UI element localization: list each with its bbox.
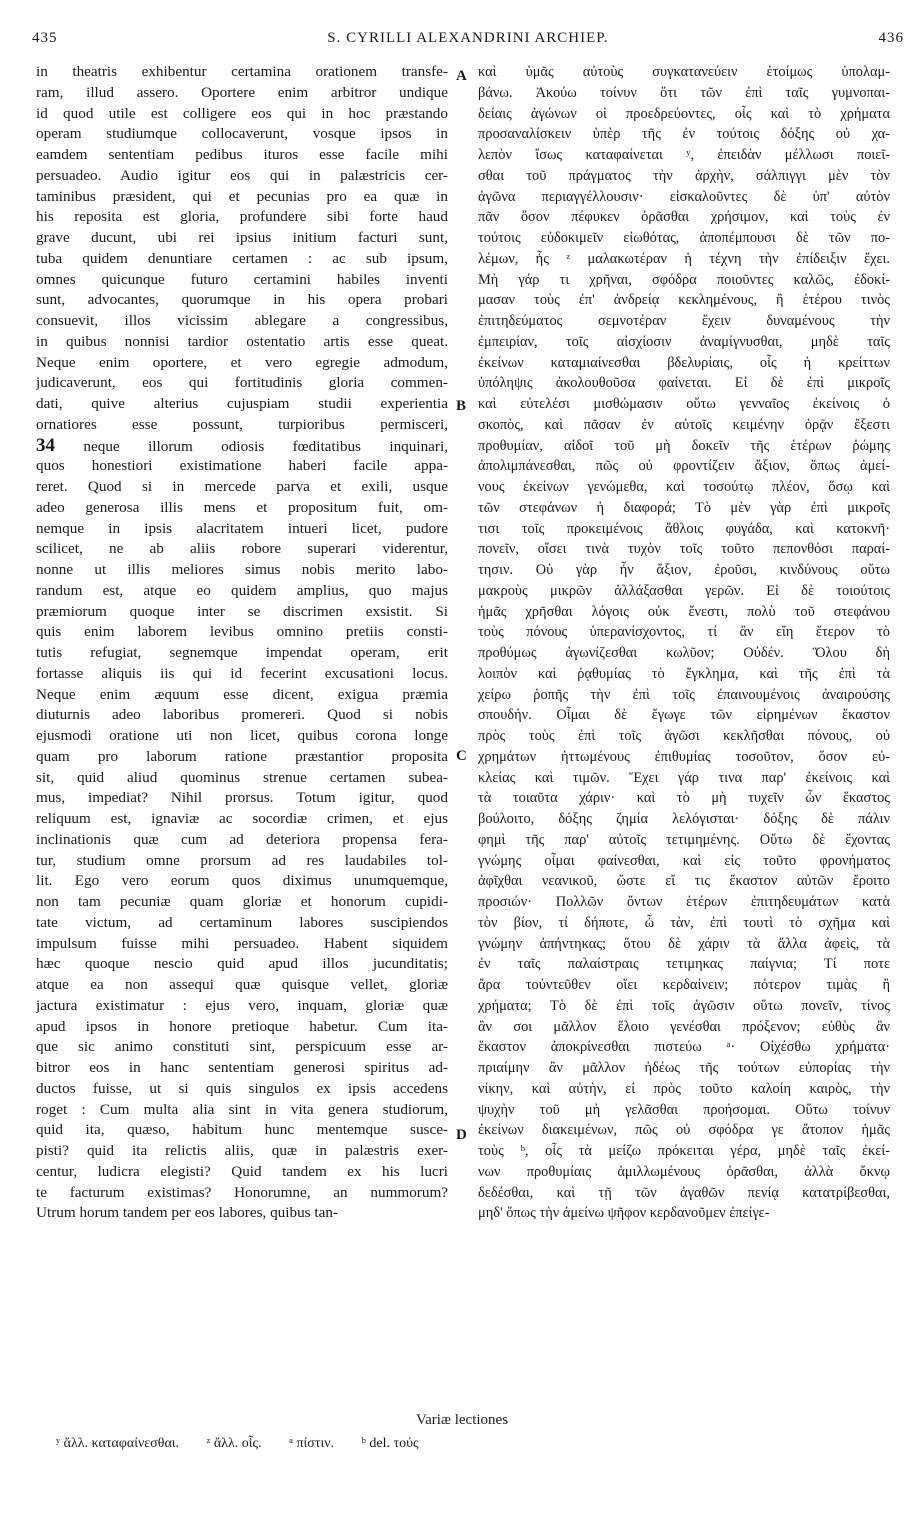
variant-note: ᶻ ἄλλ. οἷς. <box>206 1436 262 1451</box>
greek-text-line: μασαν τοὺς ἐπ' ἀνδρείᾳ κεκλημένους, ἢ ἑτέρου τινὸς <box>478 292 890 309</box>
latin-text-line: reret. Quod si in mercede parva et exili, usque <box>36 478 448 495</box>
greek-text-line: γνώμης οἶμαι φαίνεσθαι, καὶ εἰς τοῦτο φρονήματος <box>478 852 890 869</box>
running-header <box>32 30 904 54</box>
latin-text-line: persuadeo. Audio igitur eos qui in palæstricis cer- <box>36 166 448 184</box>
latin-text-line: his reposita est gloria, profundere sibi forte haud <box>36 208 448 226</box>
latin-text-line: inclinationis quæ cum ad deteriora propensa fera- <box>36 830 448 848</box>
latin-text-line: quam pro laborum ratione præstantior proposita <box>36 747 448 765</box>
margin-letter-b: B <box>456 398 467 414</box>
latin-text-line: lit. Ego vero eorum quos diximus unumquemque, <box>36 872 448 890</box>
latin-text-line: in theatris exhibentur certamina orationem transfe- <box>36 63 448 80</box>
variae-lectiones-title: Variæ lectiones <box>415 1412 509 1428</box>
latin-text-line: id quod utile est colligere eos qui in hoc præstando <box>36 104 448 122</box>
page-number-left: 435 <box>32 30 58 46</box>
greek-text-line: τησιν. Οὐ γὰρ ἦν ἄξιον, ἐροῦσι, κινδύνους οὕτω <box>478 562 890 578</box>
latin-text-line: mus, impediat? Nihil prorsus. Totum igitur, quod <box>36 789 448 807</box>
latin-text-line: quis enim laborem levibus omnino pretiis consti- <box>36 623 448 641</box>
page-marker: 34 <box>36 435 55 456</box>
latin-text-line: jactura existimatur : ejus vero, inquam, gloriæ quæ <box>36 996 448 1014</box>
variae-lectiones-notes <box>56 1436 443 1452</box>
latin-text-line: nonne ut illis meliores simus nobis merito labo- <box>36 561 448 578</box>
latin-text-line: adeo generosa illis mens et propositum fuit, om- <box>36 498 448 516</box>
latin-text-line: quid ita, quæso, habitum hunc mentemque susce- <box>36 1121 448 1139</box>
latin-text-line: grave ducunt, ubi rei ipsius initium facturi sunt, <box>36 229 448 246</box>
greek-text-line: προσιών· Πολλῶν ὄντων ἑτέρων ἐπιτηδευμάτων κατὰ <box>478 894 890 910</box>
greek-text-line: ἀφῖχθαι νεανικοῦ, ὥστε εἴ τις ἕκαστον αὐτῶν ἔροιτο <box>478 873 890 890</box>
greek-text-line: φημὶ τῆς παρ' αὐτοῖς τετιμημένης. Οὕτω δὲ ἔχοντας <box>478 831 890 848</box>
latin-text-line: in quibus nonnisi tardior ostentatio artis esse queat. <box>36 332 448 350</box>
latin-text-line: reliquum est, ignaviæ ac socordiæ crimen, et ejus <box>36 810 448 827</box>
latin-text-line: nemque in ipsis alacritatem intueri licet, pudore <box>36 519 448 537</box>
greek-text-line: ψυχὴν τοῦ μὴ γελᾶσθαι προήσομαι. Οὕτω τοίνυν <box>478 1101 890 1118</box>
variant-note: ʸ ἄλλ. καταφαίνεσθαι. <box>56 1436 180 1451</box>
greek-text-line: ὑπόληψις ἀκολουθοῦσα φαίνεται. Εἰ δὲ ἐπὶ μικροῖς <box>478 375 890 392</box>
greek-text-line: ἐμπειρίαν, τοῖς αἰσχίοσιν ἀναμίγνυσθαι, μηδὲ ταῖς <box>478 333 890 350</box>
greek-text-line: ἂν σοι μᾶλλον ἕλοιο γενέσθαι πρόξενον; εὐθὺς ἂν <box>478 1018 890 1035</box>
latin-text-line: hæc quoque nescio quid apud illos jucunditatis; <box>36 955 448 973</box>
latin-text-line: que sic animo constituti sint, perspicuum esse ar- <box>36 1038 448 1056</box>
latin-text-line: tur, studium omne prorsum ad res laudabiles tol- <box>36 851 448 869</box>
latin-text-line: sunt, advocantes, quorumque in his opera probari <box>36 291 448 309</box>
greek-text-line: γνώμην ἀπήντηκας; ὅτου δὲ χάριν τὰ ἄλλα ἀφεὶς, τὰ <box>478 935 890 952</box>
greek-text-line: δείαις ἀγώνων οἱ προεδρεύοντες, οἷς καὶ τὸ χρήματα <box>478 105 890 122</box>
greek-text-line: μηδ' ὅπως τὴν ἀμείνω ψῆφον κερδανοῦμεν ἐπείγε- <box>478 1205 770 1222</box>
greek-text-line: ἐκείνων καταμιαίνεσθαι βδελυρίαις, οἷς ἡ κρείττων <box>478 354 890 371</box>
latin-text-line: tate victum, ad certaminum labores suscipiendos <box>36 913 448 931</box>
greek-column <box>478 62 890 1224</box>
margin-letter-c: C <box>456 748 467 764</box>
greek-text-line: καὶ εὐτελέσι μισθώμασιν οὕτω γενναῖος ἐκείνοις ὁ <box>478 396 890 412</box>
greek-text-line: ἐκείνων διακειμένων, πῶς οὐ σφόδρα γε ἄτοπον ἡμᾶς <box>478 1122 890 1139</box>
greek-text-line: πρὸς τοὺς ἐπὶ τοῖς ἀγῶσι κεκλῆσθαι πόνους, οὐ <box>478 728 890 744</box>
greek-text-line: ἡμᾶς χρῆσθαι λόγοις οὐκ ἔνεστι, πολὺ τοῦ στεφάνου <box>478 603 890 620</box>
latin-text-line: randum est, atque eo quidem amplius, quo majus <box>36 581 448 599</box>
greek-text-line: τὸν βίον, τί δήποτε, ὦ τὰν, ἐπὶ τουτὶ τὸ σχῆμα καὶ <box>478 914 890 931</box>
greek-text-line: χρήματα; Τὸ δὲ ἐπὶ τοῖς ἀγῶσιν οὕτω πονεῖν, τίνος <box>478 997 890 1014</box>
greek-text-line: χρημάτων ἡττωμένους ἐπιθυμίας τοσοῦτον, ὅσον εὐ- <box>478 748 890 765</box>
greek-text-line: ἀγῶνα περιαγγέλλουσιν· εἰσκαλοῦντες δὲ ὑπ' αὐτὸν <box>478 188 890 205</box>
latin-text-line: consuevit, illos vicissim ablegare a congressibus, <box>36 312 448 329</box>
latin-text-line: operam studiumque collocaverunt, vosque ipsos in <box>36 125 448 143</box>
greek-text-line: καὶ ὑμᾶς αὐτοὺς συγκατανεύειν ἑτοίμως ὑπολαμ- <box>478 64 890 80</box>
greek-text-line: ἐπιτηδεύματος σεμνοτέραν ἔχειν δυναμένους τὴν <box>478 313 890 329</box>
greek-text-line: βούλοιτο, δόξης ζημία λελόγισται· δόξης δὲ πάλιν <box>478 811 890 827</box>
greek-text-line: βάνω. Ἀκούω τοίνυν ὅτι τῶν ἐπὶ ταῖς γυμνοπαι- <box>478 84 890 101</box>
latin-text-line: Neque enim æquum esse dicent, exigua præmia <box>36 685 448 703</box>
greek-text-line: προσαναλίσκειν ὑπὲρ τῆς ἐν τούτοις δόξης οὐ χα- <box>478 126 890 143</box>
greek-text-line: Μὴ γάρ τι χρῆναι, σφόδρα ποιοῦντες καλῶς, ἐδοκί- <box>478 271 890 288</box>
greek-text-line: τοὺς ᵇ, οἷς τὰ μείζω πρόκειται γέρα, μηδὲ ταῖς ἐκεί- <box>478 1143 890 1159</box>
greek-text-line: ἕκαστον ἀποκρίνεσθαι πιστεύω ᵃ· Οἰχέσθω χρήματα· <box>478 1039 890 1056</box>
greek-text-line: προθυμίαν, αἰδοῖ τοῦ μὴ δοκεῖν τῆς ἑτέρων ῥώμης <box>478 437 890 454</box>
margin-letter-a: A <box>456 68 467 84</box>
latin-text-line: ductos fuisse, ut si quis singulos ex ipsis accedens <box>36 1079 448 1097</box>
greek-text-line: σθαι τοῦ πράγματος τὴν ἀρχὴν, σάλπιγγι μὲν τὸν <box>478 167 890 184</box>
latin-text-line: tuba quidem denuntiare certamen : ac sub ipsum, <box>36 249 448 267</box>
greek-text-line: πριαίμην ἂν μᾶλλον ἡδέως τῆς τούτων εὐπορίας τὴν <box>478 1060 890 1076</box>
latin-text-line: 34 neque illorum odiosis fœditatibus inquinari, <box>36 435 448 456</box>
latin-text-line: non tam pecuniæ quam gloriæ et honorum cupidi- <box>36 893 448 910</box>
greek-text-line: σκοπὸς, καὶ πᾶσαν ἐν αὐτοῖς κειμένην ὁρᾷν ἔξεστι <box>478 416 890 433</box>
greek-text-line: τὰ τοιαῦτα χάριν· καὶ τὸ μὴ τυχεῖν ὧν ἕκαστος <box>478 790 890 807</box>
greek-text-line: πονεῖν, οἴσει τινὰ τυχὸν τοῖς τοῦτο πεπονθόσι παραί- <box>478 541 890 558</box>
latin-text-line: eamdem sententiam pedibus ituros esse facile mihi <box>36 146 448 163</box>
greek-text-line: νων προθυμίαις ἁμιλλωμένους ὁρᾶσθαι, ἀλλὰ ὄκνῳ <box>478 1163 890 1180</box>
greek-text-line: σπουδήν. Οἶμαι δὲ ἔγωγε τῶν εἰρημένων ἕκαστον <box>478 707 890 724</box>
greek-text-line: τισι τοῖς προκειμένοις ἄθλοις φυγάδα, καὶ κατοκνῆ· <box>478 520 890 537</box>
latin-text-line: pisti? quid ita relictis aliis, quæ in palæstris exer- <box>36 1142 448 1159</box>
latin-text-line: diuturnis adeo laboribus promereri. Quod si nobis <box>36 706 448 724</box>
latin-text-line: scilicet, ne ab aliis robore superari viderentur, <box>36 540 448 558</box>
latin-text-line: sit, quid aliud quominus strenue certamen subea- <box>36 768 448 786</box>
latin-text-line: taminibus præsident, qui et pecunias pro ea quæ in <box>36 187 448 205</box>
greek-text-line: χείρω ῥοπῆς τὴν ἐπὶ τοῖς ἐπαινουμένοις ἀναιρούσης <box>478 686 890 703</box>
latin-text-line: centur, ludicra elegisti? Quid tandem ex his lucri <box>36 1162 448 1180</box>
greek-text-line: τούτοις εὐδοκιμεῖν εἰωθότας, ἀποπέμπουσι δὲ τῶν πο- <box>478 230 890 246</box>
variant-note: ᵃ πίστιν. <box>289 1436 335 1451</box>
greek-text-line: τῶν στεφάνων ἡ διαφορά; Τὸ μὲν γὰρ ἐπὶ μικροῖς <box>478 499 890 516</box>
greek-text-line: ἄρα τοὐντεῦθεν οἴει κερδαίνειν; πότερον τιμὰς ἢ <box>478 977 890 993</box>
latin-text-line: roget : Cum multa alia sint in vita genera studiorum, <box>36 1100 448 1118</box>
greek-text-line: μακροὺς μικρῶν ἀλλάξασθαι γερῶν. Εἰ δὲ τοιούτοις <box>478 582 890 599</box>
latin-text-line: ram, illud assero. Oportere enim arbitror undique <box>36 83 448 101</box>
latin-text-line: omnes quicunque futuro certamini habiles inventi <box>36 270 448 288</box>
latin-text-line: dati, quive alterius cujuspiam studii experientia <box>36 395 448 412</box>
greek-text-line: κλείας καὶ τιμῶν. Ἔχει γάρ τινα παρ' ἐκείνοις καὶ <box>478 769 890 786</box>
greek-text-line: λοιπὸν καὶ ῥᾳθυμίας τὸ ἔγκλημα, καὶ τῆς ἐπὶ τὰ <box>478 665 890 682</box>
latin-text-line: tutis refugiat, segnemque impendat operam, erit <box>36 644 448 661</box>
latin-column <box>36 62 448 1224</box>
margin-letter-d: D <box>456 1127 467 1143</box>
greek-text-line: ἐν ταῖς παλαίστραις τετιμηκας παίγνια; Τί ποτε <box>478 956 890 973</box>
page-number-right: 436 <box>878 30 904 46</box>
greek-text-line: πᾶν ὅσον πέφυκεν ὁρᾶσθαι χρήσιμον, καὶ τοὺς ἐν <box>478 209 890 226</box>
latin-text-line: atque ea non assequi quæ quisque vellet, gloriæ <box>36 976 448 993</box>
greek-text-line: προθύμως ἀγωνίζεσθαι κωλῦον; Οὐδέν. Ὅλου δὴ <box>478 645 890 661</box>
greek-text-line: νους ἐκείνων γενώμεθα, καὶ τοσούτῳ πλέον, ὅσῳ καὶ <box>478 479 890 495</box>
latin-text-line: ejusmodi oratione uti non licet, quibus corona longe <box>36 727 448 744</box>
latin-text-line: fortasse aliquis iis qui id fecerint excusationi locus. <box>36 664 448 682</box>
latin-text-line: impulsum fuisse mihi persuadeo. Habent siquidem <box>36 934 448 952</box>
latin-text-line: ornatiores esse possunt, turpioribus permisceri, <box>36 415 448 433</box>
latin-text-line: quos honestiori existimatione haberi facile appa- <box>36 457 448 475</box>
latin-text-line: te facturum existimas? Honorumne, an nummorum? <box>36 1183 448 1201</box>
greek-text-line: λεπὸν ἴσως καταφαίνεται ʸ, ἐπειδὰν μέλλωσι ποιεῖ- <box>478 147 890 163</box>
latin-text-line: judicaverunt, eos qui fortitudinis gloria commen- <box>36 374 448 392</box>
latin-text-line: apud ipsos in honore pretioque habetur. Cum ita- <box>36 1017 448 1035</box>
latin-text-line: bitror eos in hanc sententiam generosi spiritus ad- <box>36 1059 448 1076</box>
variant-note: ᵇ del. τούς <box>361 1436 419 1451</box>
greek-text-line: δεδέσθαι, καὶ τῇ τῶν ἀγαθῶν πενίᾳ κατατρίβεσθαι, <box>478 1184 890 1201</box>
latin-text-line: Neque enim oportere, et vero egregie admodum, <box>36 353 448 371</box>
greek-text-line: νίκην, καὶ αὐτὴν, εἰ πρὸς τοῦτο καλοίη καιρὸς, τὴν <box>478 1080 890 1097</box>
greek-text-line: λέμων, ἧς ᶻ μαλακωτέραν ἡ τέχνη τὴν ἐπίδειξιν ἔχει. <box>478 250 890 267</box>
running-title: S. CYRILLI ALEXANDRINI ARCHIEP. <box>327 30 609 46</box>
greek-text-line: τοὺς πόνους ὑπερανίσχοντος, τί ἂν εἴη ἕτερον τὸ <box>478 624 890 641</box>
latin-text-line: præmiorum quoque inter se discrimen exsistit. Si <box>36 602 448 620</box>
greek-text-line: ἀπολιμπάνεσθαι, πῶς οὐ φροντίζειν ἄξιον, ὅπως ἀμεί- <box>478 458 890 475</box>
latin-text-line: Utrum horum tandem per eos labores, quibus tan- <box>36 1204 338 1222</box>
